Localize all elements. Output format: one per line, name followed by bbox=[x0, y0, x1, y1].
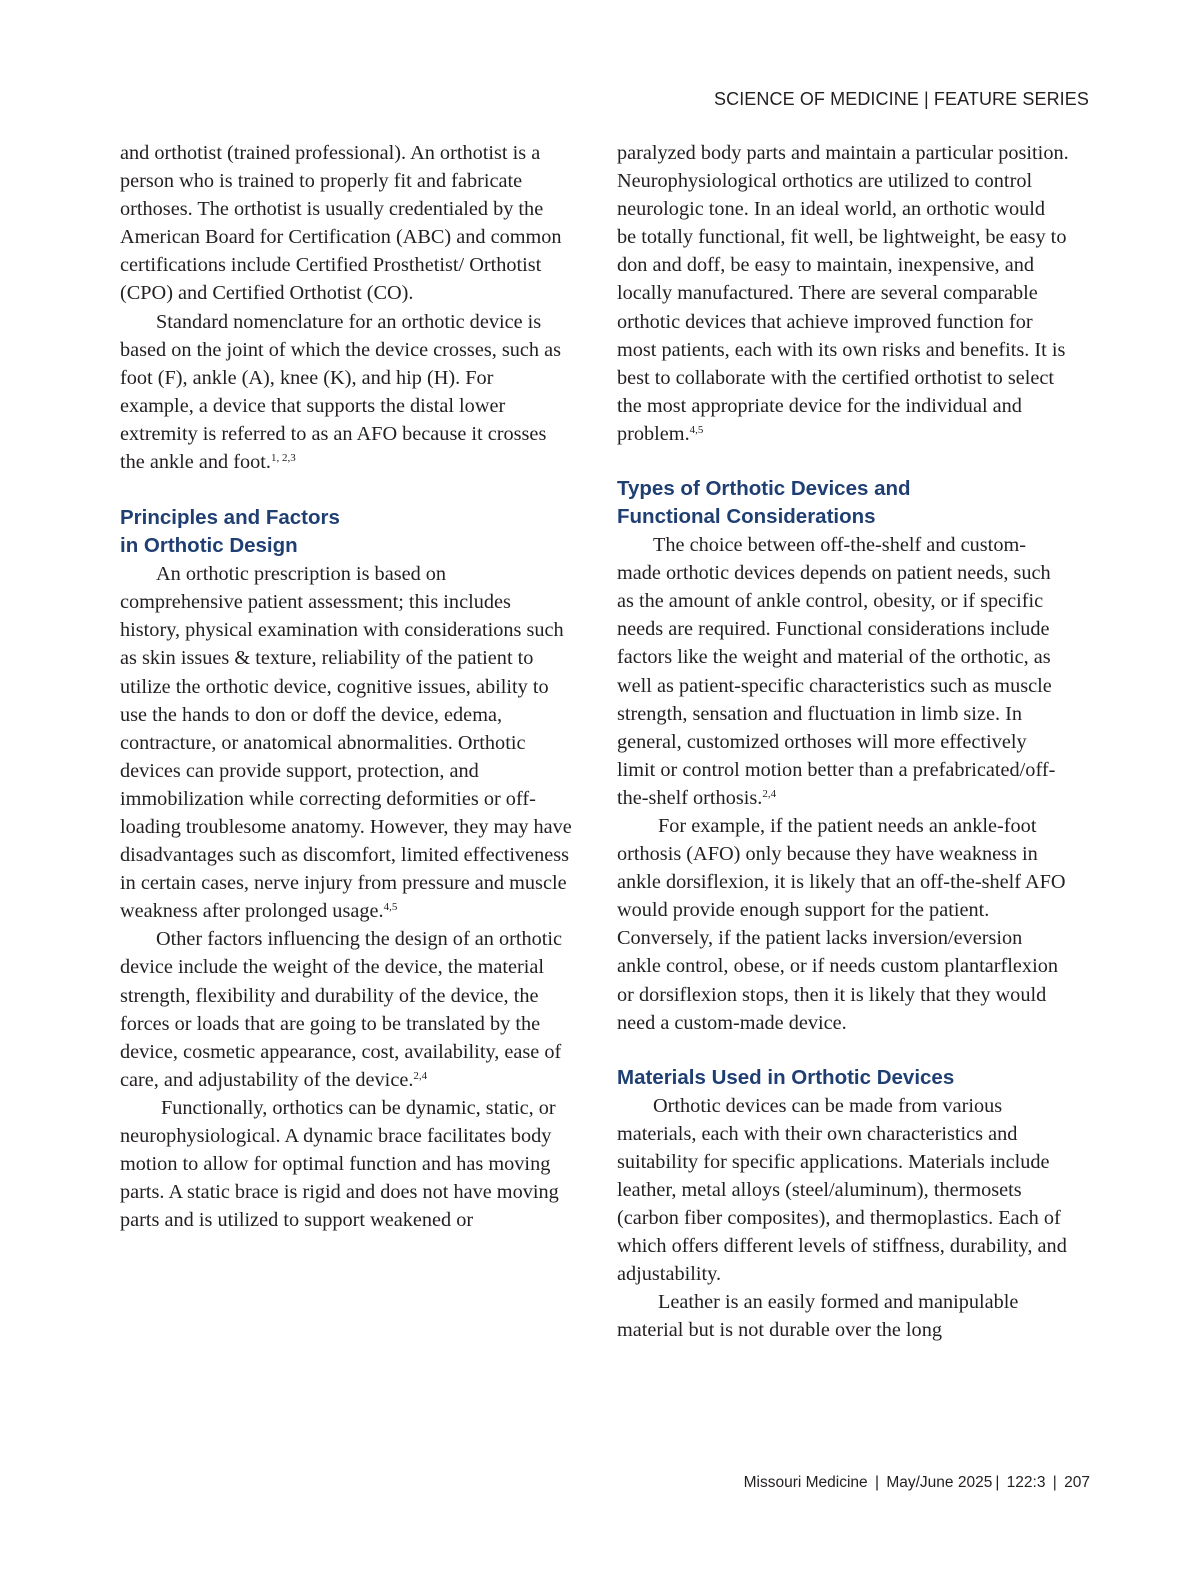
paragraph: An orthotic prescription is based on comprehensive patient assessment; this includes history, physical examination with considerations such as skin issues & texture, reliability of the patient to utilize the orthotic device, cognitive issues, ability to use the hands to don or doff the device, edema, contracture, or anatomical abnormalities. Orthotic devices can provide support, protection, and immobilization while correcting deformities or off-loading troublesome anatomy. However, they may have disadvantages such as discomfort, limited effectiveness in certain cases, nerve injury from pressure and muscle weakness after prolonged usage.$^{4,5}$ bbox=[120, 563, 572, 923]
section-heading: Principles and Factors in Orthotic Design bbox=[120, 506, 340, 558]
paragraph: Leather is an easily formed and manipulable material but is not durable over the long bbox=[617, 1291, 1019, 1342]
citation-ref: 2,4 bbox=[413, 1069, 428, 1082]
paragraph: The choice between off-the-shelf and custom-made orthotic devices depends on patient needs, such as the amount of ankle control, obesity, or if specific needs are required. Functional considerations include factors like the weight and material of the orthotic, as well as patient-specific characteristics such as muscle strength, sensation and fluctuation in limb size. In general, customized orthoses will more effectively limit or control motion better than a prefabricated/off-the-shelf orthosis.$^{2,4}$ bbox=[617, 534, 1056, 809]
paragraph: Other factors influencing the design of an orthotic device include the weight of the device, the material strength, flexibility and durability of the device, the forces or loads that are going to be translated by the device, cosmetic appearance, cost, availability, ease of care, and adjustability of the device.$^{2,4}$ bbox=[120, 928, 563, 1091]
citation-ref: 2,4 bbox=[762, 787, 777, 800]
left-column bbox=[120, 139, 572, 1234]
citation-ref: 1, 2,3 bbox=[270, 452, 296, 465]
volume-issue: 122:3 bbox=[1006, 1474, 1046, 1491]
running-header: SCIENCE OF MEDICINE | FEATURE SERIES bbox=[714, 89, 1089, 109]
page-number: 207 bbox=[1064, 1474, 1090, 1491]
right-column bbox=[617, 139, 1069, 1345]
paragraph: Functionally, orthotics can be dynamic, static, or neurophysiological. A dynamic brace facilitates body motion to allow for optimal function and has moving parts. A static brace is rigid and does not have moving parts and is utilized to support weakened or bbox=[120, 1096, 559, 1232]
section-heading: Types of Orthotic Devices and Functional Considerations bbox=[617, 477, 911, 529]
page-footer: Missouri Medicine | May/June 2025 | 122:3 | 207 bbox=[743, 1474, 1090, 1491]
citation-ref: 4,5 bbox=[689, 423, 704, 436]
paragraph: and orthotist (trained professional). An orthotist is a person who is trained to properly fit and fabricate orthoses. The orthotist is usually credentialed by the American Board for Certification (ABC) and common certifications include Certified Prosthetist/ Orthotist (CPO) and Certified Orthotist (CO). bbox=[120, 142, 562, 305]
paragraph: For example, if the patient needs an ankle-foot orthosis (AFO) only because they have weakness in ankle dorsiflexion, it is likely that an off-the-shelf AFO would provide enough support for the patient. Conversely, if the patient lacks inversion/eversion ankle control, obese, or if needs custom plantarflexion or dorsiflexion stops, then it is likely that they would need a custom-made device. bbox=[617, 814, 1066, 1034]
paragraph: Orthotic devices can be made from various materials, each with their own characteristics and suitability for specific applications. Materials include leather, metal alloys (steel/aluminum), thermosets (carbon fiber composites), and thermoplastics. Each of which offers different levels of stiffness, durability, and adjustability. bbox=[617, 1094, 1067, 1286]
paragraph: Standard nomenclature for an orthotic device is based on the joint of which the device crosses, such as foot (F), ankle (A), knee (K), and hip (H). For example, a device that supports the distal lower extremity is referred to as an AFO because it crosses the ankle and foot.$^{1, 2,3}$ bbox=[120, 310, 561, 474]
section-heading: Materials Used in Orthotic Devices bbox=[617, 1065, 955, 1089]
issue-date: May/June 2025 bbox=[886, 1474, 993, 1491]
citation-ref: 4,5 bbox=[383, 901, 398, 914]
journal-name: Missouri Medicine bbox=[743, 1474, 868, 1491]
paragraph: paralyzed body parts and maintain a particular position. Neurophysiological orthotics are utilized to control neurologic tone. In an ideal world, an orthotic would be totally functional, fit well, be lightweight, be easy to don and doff, be easy to maintain, inexpensive, and locally manufactured. There are several comparable orthotic devices that achieve improved function for most patients, each with its own risks and benefits. It is best to collaborate with the certified orthotist to select the most appropriate device for the individual and problem.$^{4,5}$ bbox=[617, 142, 1069, 445]
